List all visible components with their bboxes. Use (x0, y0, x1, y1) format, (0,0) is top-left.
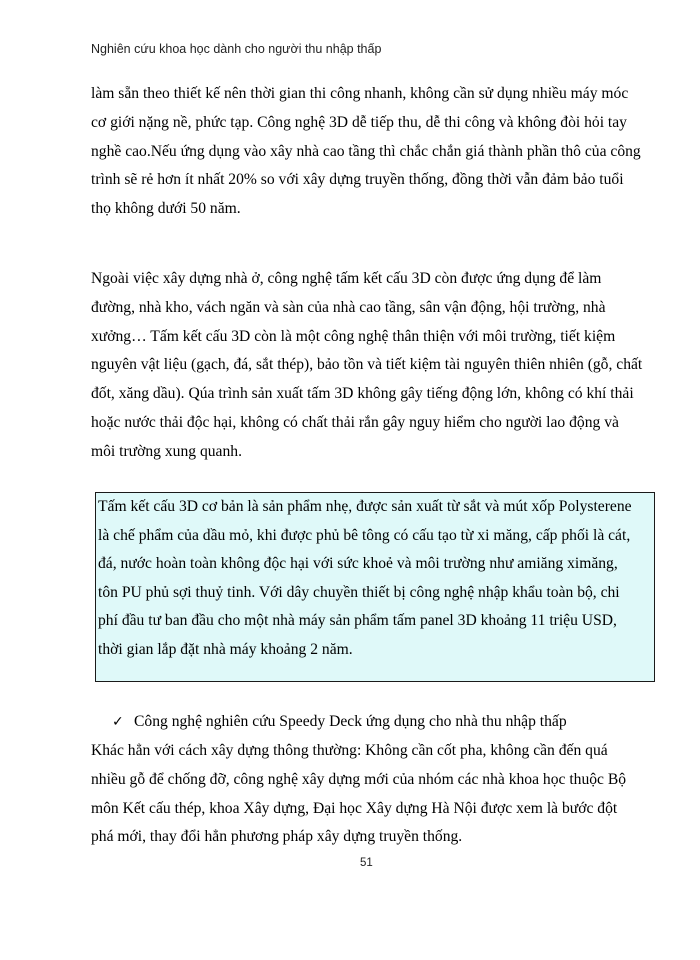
callout-line: là chế phẩm của dầu mỏ, khi được phủ bê tông có cấu tạo từ xi măng, cấp phối là cát, (98, 526, 631, 544)
text-line: làm sẵn theo thiết kế nên thời gian thi công nhanh, không cần sử dụng nhiều máy móc (91, 85, 629, 102)
text-line: đốt, xăng dầu). Qúa trình sản xuất tấm 3D không gây tiếng động lớn, không có khí thải (91, 385, 634, 403)
text-line: Ngoài việc xây dựng nhà ở, công nghệ tấm kết cấu 3D còn được ứng dụng để làm (91, 270, 602, 287)
callout-line: phí đầu tư ban đầu cho một nhà máy sản phẩm tấm panel 3D khoảng 11 triệu USD, (98, 612, 617, 630)
callout-line: đá, nước hoàn toàn không độc hại với sức khoẻ và môi trường như amiăng ximăng, (98, 555, 618, 573)
running-header: Nghiên cứu khoa học dành cho người thu nhập thấp (91, 42, 382, 56)
callout-line: tôn PU phủ sợi thuỷ tinh. Với dây chuyền thiết bị công nghệ nhập khẩu toàn bộ, chi (98, 583, 620, 601)
text-line: môn Kết cấu thép, khoa Xây dựng, Đại học Xây dựng Hà Nội được xem là bước đột (91, 799, 618, 817)
text-line: thọ không dưới 50 năm. (91, 200, 241, 218)
text-line: phá mới, thay đổi hẳn phương pháp xây dựng truyền thống. (91, 828, 463, 846)
text-line: đường, nhà kho, vách ngăn và sàn của nhà cao tầng, sân vận động, hội trường, nhà (91, 298, 606, 316)
text-line: cơ giới nặng nề, phức tạp. Công nghệ 3D dễ tiếp thu, dễ thi công và không đòi hỏi tay (91, 113, 627, 131)
text-line: trình sẽ rẻ hơn ít nhất 20% so với xây dựng truyền thống, đồng thời vẫn đảm bảo tuổi (91, 171, 624, 189)
bullet-item-speedy-deck (112, 708, 567, 737)
text-line: nghề cao.Nếu ứng dụng vào xây nhà cao tầng thì chắc chắn giá thành phần thô của công (91, 142, 641, 160)
text-line: hoặc nước thải độc hại, không có chất thải rắn gây nguy hiểm cho người lao động và (91, 413, 619, 431)
paragraph-3d-applications (91, 265, 661, 467)
callout-box (95, 492, 655, 682)
bullet-text: Công nghệ nghiên cứu Speedy Deck ứng dụng cho nhà thu nhập thấp (134, 713, 567, 730)
text-line: môi trường xung quanh. (91, 442, 242, 460)
check-icon: ✓ (112, 714, 124, 730)
text-line: xưởng… Tấm kết cấu 3D còn là một công nghệ thân thiện với môi trường, tiết kiệm (91, 327, 616, 345)
text-line: nguyên vật liệu (gạch, đá, sắt thép), bảo tồn và tiết kiệm tài nguyên thiên nhiên (gỗ, chất (91, 356, 643, 374)
paragraph-3d-benefits (91, 80, 661, 224)
callout-line: thời gian lắp đặt nhà máy khoảng 2 năm. (98, 640, 353, 658)
text-line: nhiều gỗ để chống đỡ, công nghệ xây dựng mới của nhóm các nhà khoa học thuộc Bộ (91, 770, 627, 788)
text-line: Khác hẳn với cách xây dựng thông thường: Không cần cốt pha, không cần đến quá (91, 742, 608, 759)
page-number: 51 (360, 857, 373, 869)
callout-line: Tấm kết cấu 3D cơ bản là sản phẩm nhẹ, được sản xuất từ sắt và mút xốp Polysterene (98, 498, 632, 515)
paragraph-speedy-deck (91, 737, 661, 852)
